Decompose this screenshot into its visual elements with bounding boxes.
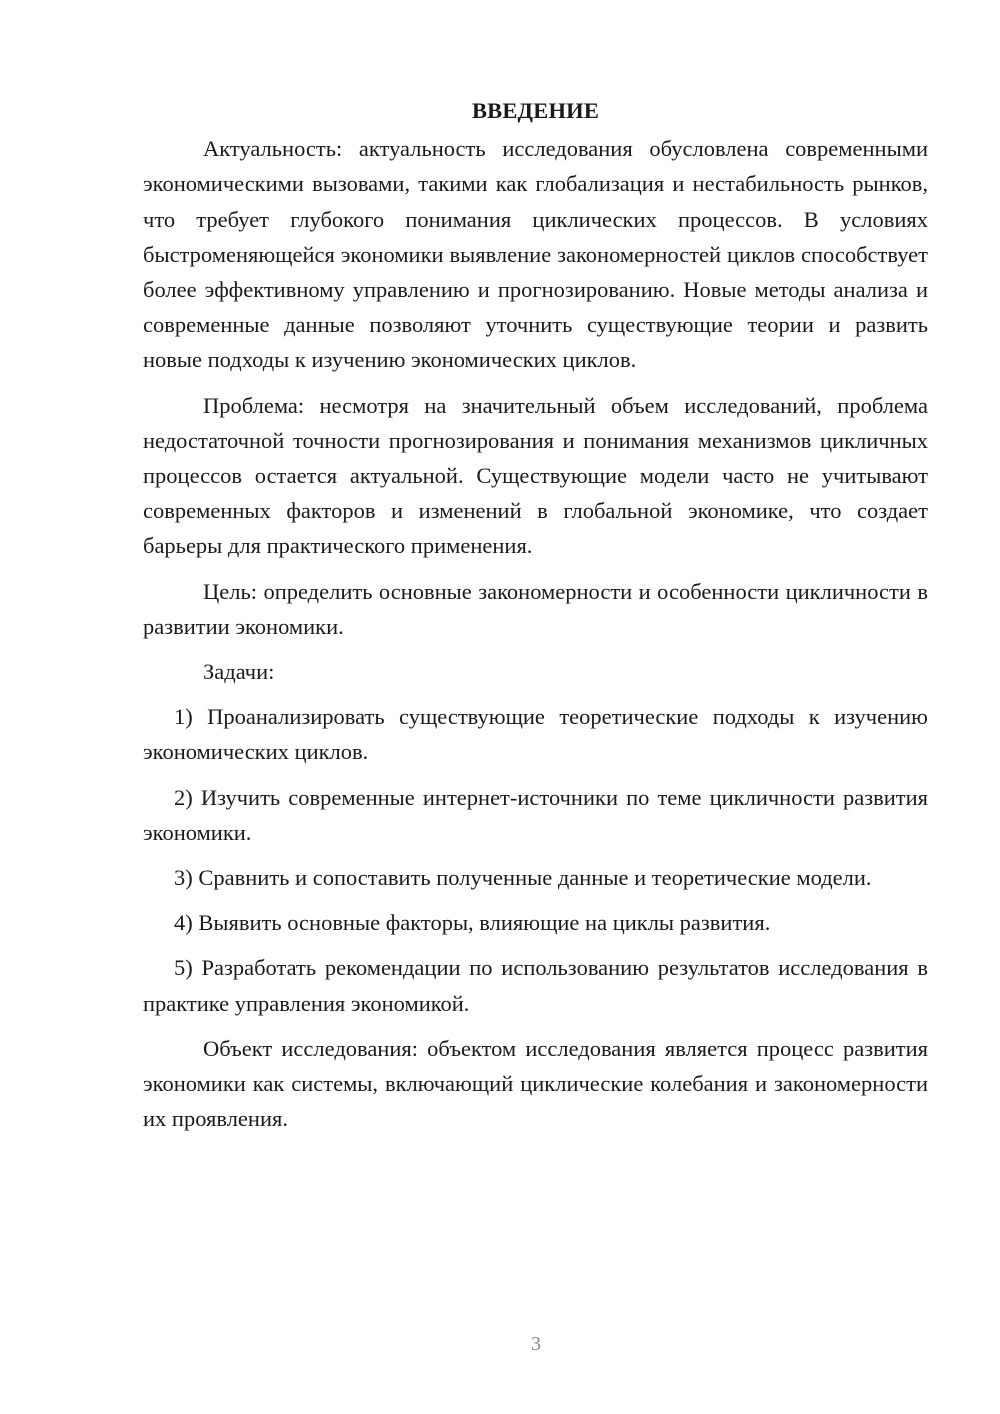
paragraph-problem: Проблема: несмотря на значительный объем исследований, проблема недостаточной точности прогнозирования и понимания механизмов цикличных процессов остается актуальной. Существующие модели часто не учитывают современных факторов и изменений в глобальной экономике, что создает барьеры для практического применения. <box>143 392 928 559</box>
page-content <box>143 93 928 1146</box>
tasks-heading: Задачи: <box>203 659 275 685</box>
task-item-2: 2) Изучить современные интернет-источники по теме цикличности развития экономики. <box>143 784 928 845</box>
task-item-4: 4) Выявить основные факторы, влияющие на циклы развития. <box>174 910 771 936</box>
paragraph-goal: Цель: определить основные закономерности и особенности цикличности в развитии экономики. <box>143 578 928 639</box>
task-item-5: 5) Разработать рекомендации по использованию результатов исследования в практике управления экономикой. <box>143 955 928 1016</box>
task-item-1: 1) Проанализировать существующие теоретические подходы к изучению экономических циклов. <box>143 704 928 765</box>
section-title: ВВЕДЕНИЕ <box>471 98 600 123</box>
task-item-3: 3) Сравнить и сопоставить полученные данные и теоретические модели. <box>174 865 872 891</box>
paragraph-object: Объект исследования: объектом исследования является процесс развития экономики как системы, включающий циклические колебания и закономерности их проявления. <box>143 1035 928 1132</box>
page-number: 3 <box>531 1333 541 1355</box>
paragraph-relevance: Актуальность: актуальность исследования обусловлена современными экономическими вызовами, такими как глобализация и нестабильность рынков, что требует глубокого понимания циклических процессов. В условиях быстроменяющейся экономики выявление закономерностей циклов способствует более эффективному управлению и прогнозированию. Новые методы анализа и современные данные позволяют уточнить существующие теории и развить новые подходы к изучению экономических циклов. <box>143 136 928 373</box>
